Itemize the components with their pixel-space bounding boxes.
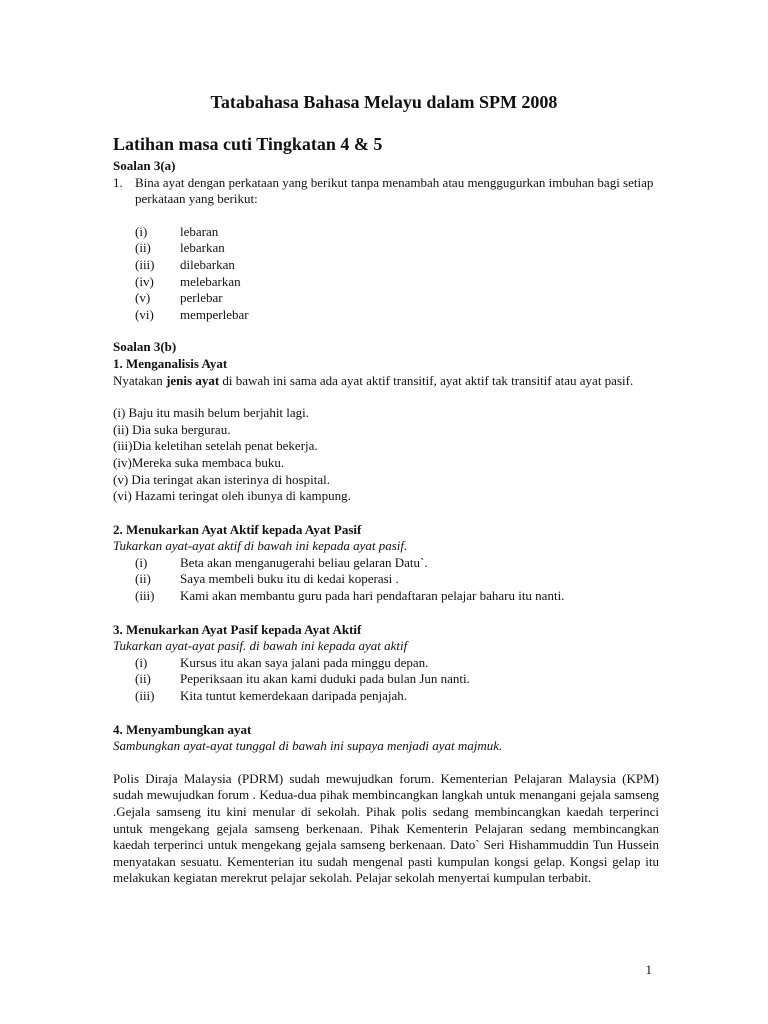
- subsection-1-intro: Nyatakan jenis ayat di bawah ini sama ada ayat aktif transitif, ayat aktif tak transitif atau ayat pasif.: [113, 372, 634, 388]
- list-item: (iii) Kami akan membantu guru pada hari pendaftaran pelajar baharu itu nanti.: [135, 588, 565, 604]
- list-item: (iv)Mereka suka membaca buku.: [113, 454, 285, 470]
- subsection-heading-1: 1. Menganalisis Ayat: [113, 355, 228, 371]
- question-number: 1.: [113, 174, 123, 190]
- passage-paragraph: Polis Diraja Malaysia (PDRM) sudah mewujudkan forum. Kementerian Pelajaran Malaysia (KPM) sudah mewujudkan forum . Kedua-dua pihak membincangkan langkah untuk menangani gejala samseng .Gejala samseng itu kini menular di sekolah. Pihak polis sedang membincangkan kaedah terperinci untuk mengekang gejala samseng berkenaan. Pihak Kementerin Pelajaran sedang membincangkan kaedah terperinci untuk mengekang gejala samseng berkenaan. Dato` Seri Hishammuddin Tun Hussein menyatakan sesuatu. Kementerian itu sudah mengenal pasti kumpulan kongsi gelap. Kongsi gelap itu melakukan kegiatan merekrut pelajar sekolah. Pelajar sekolah menyertai kumpulan terbabit.: [113, 770, 659, 886]
- list-item: (i) lebaran: [135, 223, 219, 239]
- list-item: (ii) Peperiksaan itu akan kami duduki pada bulan Jun nanti.: [135, 671, 470, 687]
- list-item: (ii) lebarkan: [135, 240, 225, 256]
- subsection-2-instruction: Tukarkan ayat-ayat aktif di bawah ini kepada ayat pasif.: [113, 538, 408, 554]
- word-list: [113, 224, 659, 324]
- section-heading-3b: Soalan 3(b): [113, 339, 177, 355]
- list-item: (i) Baju itu masih belum berjahit lagi.: [113, 405, 310, 421]
- list-item: (iii) Kita tuntut kemerdekaan daripada penjajah.: [135, 688, 408, 704]
- sentence-list: [113, 405, 659, 505]
- sentence-list: [113, 555, 659, 605]
- page-number: 1: [645, 962, 652, 977]
- subsection-heading-4: 4. Menyambungkan ayat: [113, 721, 252, 737]
- document-subtitle: Latihan masa cuti Tingkatan 4 & 5: [113, 134, 383, 154]
- question-text: Bina ayat dengan perkataan yang berikut tanpa menambah atau menggugurkan imbuhan bagi setiap perkataan yang berikut:: [135, 174, 654, 207]
- subsection-heading-3: 3. Menukarkan Ayat Pasif kepada Ayat Aktif: [113, 621, 362, 637]
- list-item: (i) Kursus itu akan saya jalani pada minggu depan.: [135, 654, 429, 670]
- question-1: [113, 175, 659, 208]
- list-item: (vi) memperlebar: [135, 306, 249, 322]
- list-item: (ii) Saya membeli buku itu di kedai koperasi .: [135, 571, 399, 587]
- sentence-list: [113, 655, 659, 705]
- list-item: (i) Beta akan menganugerahi beliau gelaran Datu`.: [135, 554, 428, 570]
- subsection-3-instruction: Tukarkan ayat-ayat pasif. di bawah ini kepada ayat aktif: [113, 638, 408, 654]
- list-item: (vi) Hazami teringat oleh ibunya di kampung.: [113, 488, 351, 504]
- document-body: [113, 158, 659, 887]
- subsection-4-instruction: Sambungkan ayat-ayat tunggal di bawah ini supaya menjadi ayat majmuk.: [113, 738, 503, 754]
- list-item: (iii)Dia keletihan setelah penat bekerja.: [113, 438, 318, 454]
- subsection-heading-2: 2. Menukarkan Ayat Aktif kepada Ayat Pasif: [113, 521, 362, 537]
- document-title: Tatabahasa Bahasa Melayu dalam SPM 2008: [210, 92, 558, 112]
- list-item: (iii) dilebarkan: [135, 256, 235, 272]
- list-item: (ii) Dia suka bergurau.: [113, 421, 231, 437]
- section-heading-3a: Soalan 3(a): [113, 158, 176, 173]
- list-item: (v) Dia teringat akan isterinya di hospital.: [113, 471, 330, 487]
- list-item: (v) perlebar: [135, 290, 223, 306]
- list-item: (iv) melebarkan: [135, 273, 241, 289]
